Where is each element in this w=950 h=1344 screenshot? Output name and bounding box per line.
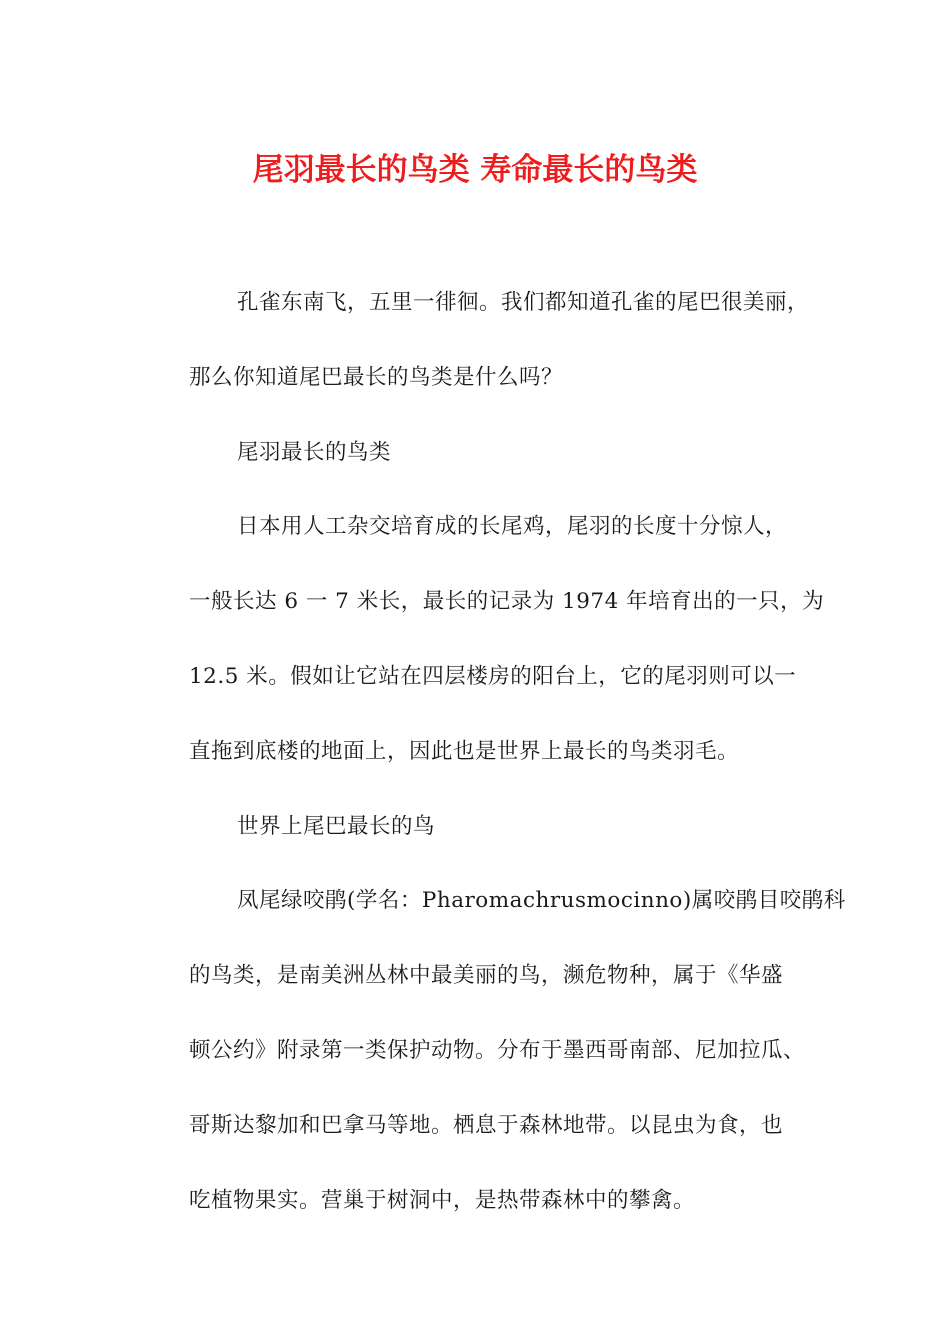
section-heading-longest-tail-feathers	[146, 434, 814, 509]
paragraph-line: 凤尾绿咬鹃(学名：Pharomachrusmocinno)属咬鹃目咬鹃科	[237, 888, 846, 914]
paragraph-line: 那么你知道尾巴最长的鸟类是什么吗？	[189, 364, 564, 390]
paragraph-long-tailed-chicken	[146, 508, 825, 807]
paragraph-intro	[146, 284, 814, 434]
paragraph-line: 哥斯达黎加和巴拿马等地。栖息于森林地带。以昆虫为食，也	[189, 1112, 784, 1138]
paragraph-line: 孔雀东南飞，五里一徘徊。我们都知道孔雀的尾巴很美丽，	[237, 290, 810, 315]
paragraph-line: 顿公约》附录第一类保护动物。分布于墨西哥南部、尼加拉瓜、	[189, 1037, 806, 1063]
section-heading: 尾羽最长的鸟类	[237, 439, 392, 465]
paragraph-quetzal	[146, 882, 846, 1256]
paragraph-line: 一般长达 6 一 7 米长，最长的记录为 1974 年培育出的一只，为	[189, 589, 825, 615]
paragraph-line: 的鸟类，是南美洲丛林中最美丽的鸟，濒危物种，属于《华盛	[189, 963, 784, 989]
paragraph-line: 吃植物果实。营巢于树洞中，是热带森林中的攀禽。	[189, 1187, 696, 1213]
paragraph-line: 直拖到底楼的地面上，因此也是世界上最长的鸟类羽毛。	[189, 738, 740, 764]
document-title: 尾羽最长的鸟类 寿命最长的鸟类	[252, 152, 698, 188]
paragraph-line: 日本用人工杂交培育成的长尾鸡，尾羽的长度十分惊人，	[237, 514, 788, 540]
paragraph-line: 12.5 米。假如让它站在四层楼房的阳台上，它的尾羽则可以一	[189, 663, 797, 689]
section-heading: 世界上尾巴最长的鸟	[237, 813, 436, 839]
section-heading-longest-tail-bird	[146, 808, 814, 883]
document-body	[146, 284, 846, 1256]
